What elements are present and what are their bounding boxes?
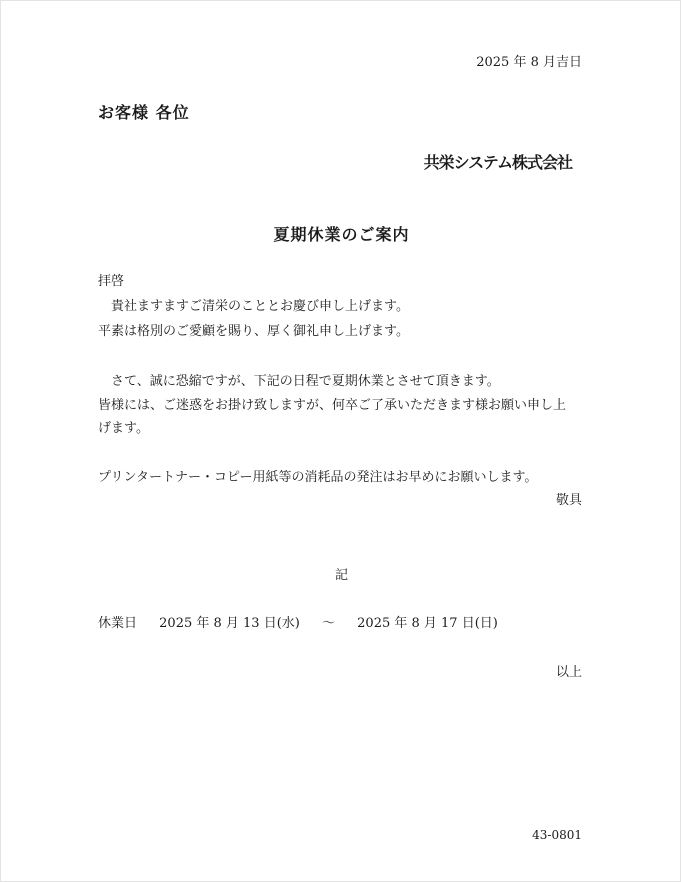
closing-word: 敬具 <box>555 493 582 508</box>
document-title: 夏期休業のご案内 <box>273 225 410 244</box>
document-number: 43-0801 <box>532 828 582 842</box>
schedule-separator: ～ <box>322 616 336 631</box>
end-mark: 以上 <box>555 665 582 680</box>
notice-line-3: げます。 <box>98 421 149 436</box>
schedule-label: 休業日 <box>98 616 138 631</box>
request-line: プリンタートナー・コピー用紙等の消耗品の発注はお早めにお願いします。 <box>98 470 538 485</box>
issue-date: 2025 年 8 月吉日 <box>476 55 582 70</box>
company-name: 共栄システム株式会社 <box>423 153 572 172</box>
schedule-start-date: 2025 年 8 月 13 日(水) <box>159 616 300 631</box>
schedule-end-date: 2025 年 8 月 17 日(日) <box>357 616 498 631</box>
notice-line-2: 皆様には、ご迷惑をお掛け致しますが、何卒ご了承いただきます様お願い申し上 <box>98 398 567 413</box>
greeting-line-1: 貴社ますますご清栄のこととお慶び申し上げます。 <box>111 299 409 314</box>
opening-word: 拝啓 <box>98 274 125 289</box>
notice-line-1: さて、誠に恐縮ですが、下記の日程で夏期休業とさせて頂きます。 <box>111 374 500 389</box>
holiday-schedule <box>98 612 498 631</box>
recipient: お客様 各位 <box>98 103 190 122</box>
record-heading: 記 <box>334 568 348 583</box>
greeting-line-2: 平素は格別のご愛顧を賜り、厚く御礼申し上げます。 <box>98 324 409 339</box>
